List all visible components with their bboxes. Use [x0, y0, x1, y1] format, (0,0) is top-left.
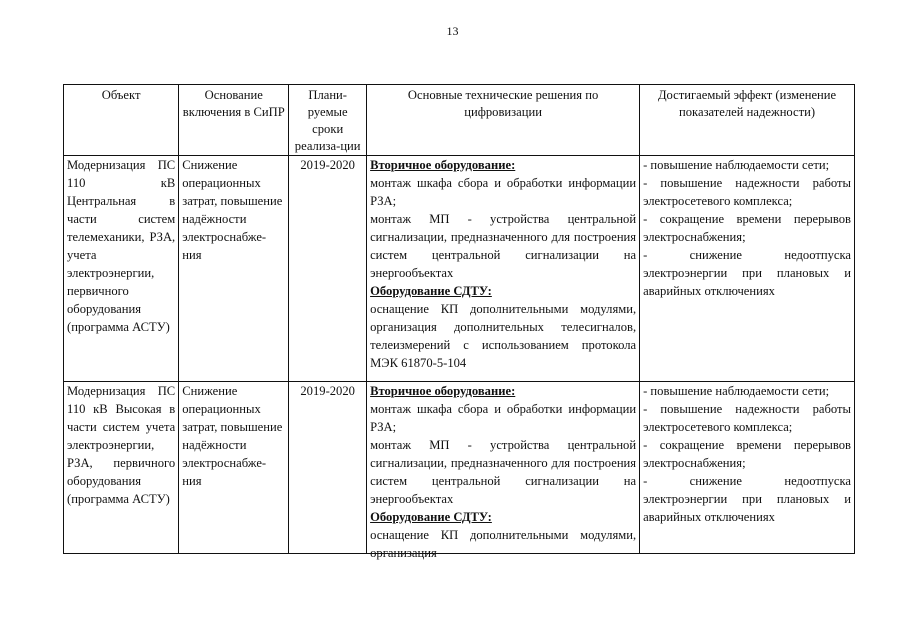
basis-cell: Снижение операционных затрат, повышение надёжности электроснабже-ния [179, 156, 289, 382]
table-header-row [64, 85, 855, 156]
solutions-item: оснащение КП дополнительными модулями, организация дополнительных телесигналов, телеизмерений с использованием протокола МЭК 61870-5-104 [370, 302, 637, 370]
solutions-item: монтаж шкафа сбора и обработки информации РЗА; [370, 176, 637, 208]
period-cell: 2019-2020 [289, 382, 367, 554]
header-object: Объект [64, 85, 179, 156]
effect-item: - повышение наблюдаемости сети; [643, 158, 830, 172]
solutions-cell [367, 382, 640, 560]
solutions-item: монтаж МП - устройства центральной сигнализации, предназначенного для построения систем центральной сигнализации на энергообъектах [370, 212, 637, 280]
solutions-content [370, 382, 637, 560]
table-row [64, 382, 855, 554]
header-basis: Основание включения в СиПР [179, 85, 289, 156]
digitalization-table [63, 84, 855, 560]
effect-item: - сокращение времени перерывов электроснабжения; [643, 438, 851, 470]
header-solutions: Основные технические решения по цифровизации [367, 85, 640, 156]
solutions-heading-sdtu: Оборудование СДТУ: [370, 284, 492, 298]
effect-cell [640, 156, 855, 382]
solutions-item: монтаж шкафа сбора и обработки информации РЗА; [370, 402, 637, 434]
period-cell: 2019-2020 [289, 156, 367, 382]
object-cell [64, 382, 179, 554]
effect-item: - повышение надежности работы электросетевого комплекса; [643, 176, 851, 208]
effect-item: - сокращение времени перерывов электроснабжения; [643, 212, 851, 244]
header-effect: Достигаемый эффект (изменение показателей надежности) [640, 85, 855, 156]
effect-content [643, 382, 851, 552]
solutions-heading-sdtu: Оборудование СДТУ: [370, 510, 492, 524]
solutions-item: оснащение КП дополнительными модулями, организация [370, 528, 637, 560]
effect-item: - снижение недоотпуска электроэнергии при плановых и аварийных отключениях [643, 248, 851, 298]
page-number: 13 [446, 24, 459, 38]
effect-item: - повышение наблюдаемости сети; [643, 384, 830, 398]
solutions-heading-secondary: Вторичное оборудование: [370, 158, 516, 172]
solutions-item: монтаж МП - устройства центральной сигнализации, предназначенного для построения систем центральной сигнализации на энергообъектах [370, 438, 637, 506]
object-text: Модернизация ПС 110 кВ Высокая в части систем учета электроэнергии, РЗА, первичного оборудования (программа АСТУ) [67, 384, 176, 506]
object-cell: Модернизация ПС 110 кВ Центральная в части систем телемеханики, РЗА, учета электроэнергии, первичного оборудования (программа АСТУ) [64, 156, 179, 382]
solutions-heading-secondary: Вторичное оборудование: [370, 384, 516, 398]
table-row [64, 156, 855, 382]
basis-cell: Снижение операционных затрат, повышение надёжности электроснабже-ния [179, 382, 289, 554]
effect-item: - повышение надежности работы электросетевого комплекса; [643, 402, 851, 434]
header-period: Плани-руемые сроки реализа-ции [289, 85, 367, 156]
effect-item: - снижение недоотпуска электроэнергии при плановых и аварийных отключениях [643, 474, 851, 524]
solutions-cell [367, 156, 640, 382]
effect-cell [640, 382, 855, 554]
